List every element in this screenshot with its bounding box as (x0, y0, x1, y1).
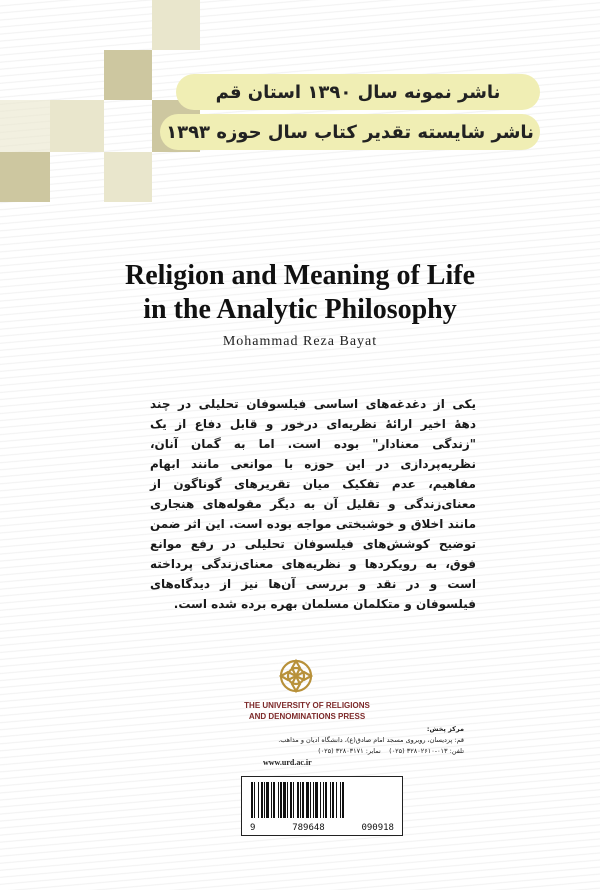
barcode-bar (280, 782, 282, 818)
barcode-bar (310, 782, 311, 818)
barcode-digits-left: 789648 (292, 823, 325, 833)
barcode-digit-lead: 9 (250, 823, 256, 833)
award-text-1: ناشر نمونه سال ۱۳۹۰ استان قم (215, 81, 501, 103)
distribution-info (200, 724, 464, 757)
deco-square (104, 152, 152, 202)
barcode-bar (330, 782, 331, 818)
barcode-bar (340, 782, 341, 818)
barcode-bar (297, 782, 299, 818)
award-text-2: ناشر شایسته تقدیر کتاب سال حوزه ۱۳۹۳ (166, 121, 534, 143)
publisher-website: www.urd.ac.ir (263, 758, 312, 767)
barcode-digits-right: 090918 (361, 823, 394, 833)
award-banner-2 (160, 114, 540, 150)
barcode-bar (302, 782, 304, 818)
deco-square (0, 152, 50, 202)
isbn-barcode (241, 776, 403, 836)
barcode-bar (342, 782, 344, 818)
barcode-bars (251, 782, 393, 818)
book-title-line-2: in the Analytic Philosophy (143, 294, 457, 325)
distribution-fax: نمابر: ۳۲۸۰۳۱۷۱ (۰۲۵) (318, 747, 381, 755)
barcode-bar (261, 782, 263, 818)
barcode-bar (278, 782, 279, 818)
book-summary: یکی از دغدغه‌های اساسی فیلسوفان تحلیلی در چند دههٔ اخیر ارائهٔ نظریه‌ای درخور و قابل دفاع از یک "زندگی معنادار" بوده است. اما به گمان آنان، نظریه‌پردازی در این حوزه با موانعی مانند ابهام مفاهیم، عدم تفکیک میان تقریرهای گوناگون از معنای‌زندگی و تقلیل آن به دیگر مقوله‌های هنجاری مانند اخلاق و خوشبختی مواجه بوده است. این اثر ضمن توضیح کوشش‌های فیلسوفان تحلیلی در رفع موانع فوق، به رویکردها و نظریه‌های معنای‌زندگی پرداخته است و در نقد و بررسی آن‌ها نیز از دیدگاه‌های فیلسوفان و متکلمان مسلمان بهره برده شده است. (150, 397, 476, 611)
barcode-bar (254, 782, 255, 818)
deco-square (0, 100, 50, 152)
barcode-bar (332, 782, 334, 818)
barcode-bar (320, 782, 321, 818)
barcode-bar (287, 782, 288, 818)
deco-square (152, 0, 200, 50)
barcode-bar (325, 782, 327, 818)
book-title-line-1: Religion and Meaning of Life (124, 260, 475, 291)
publisher-name (237, 700, 377, 722)
publisher-name-line-1: THE UNIVERSITY OF RELIGIONS (244, 701, 370, 710)
publisher-name-line-2: AND DENOMINATIONS PRESS (248, 712, 366, 721)
barcode-bar (293, 782, 294, 818)
distribution-contacts (200, 746, 464, 757)
barcode-digits (242, 823, 402, 833)
author-name: Mohammad Reza Bayat (222, 334, 378, 349)
distribution-label: مرکز پخش: (426, 725, 464, 733)
distribution-phone: تلفن: ۰۱۳-۳۲۸۰۲۶۱۰ (۰۲۵) (389, 747, 464, 755)
barcode-bar (283, 782, 286, 818)
barcode-bar (315, 782, 318, 818)
deco-square (50, 100, 104, 152)
award-banner-1 (176, 74, 540, 110)
barcode-bar (306, 782, 309, 818)
barcode-bar (271, 782, 272, 818)
barcode-bar (258, 782, 259, 818)
barcode-bar (290, 782, 292, 818)
deco-square (104, 50, 152, 100)
barcode-bar (251, 782, 253, 818)
barcode-bar (313, 782, 314, 818)
barcode-bar (300, 782, 301, 818)
barcode-bar (273, 782, 275, 818)
barcode-bar (323, 782, 324, 818)
barcode-bar (266, 782, 269, 818)
distribution-address: قم: پردیسان، روبروی مسجد امام صادق(ع)، دانشگاه ادیان و مذاهب. (278, 736, 464, 744)
university-logo-icon (276, 656, 316, 696)
barcode-bar (264, 782, 265, 818)
barcode-bar (336, 782, 337, 818)
